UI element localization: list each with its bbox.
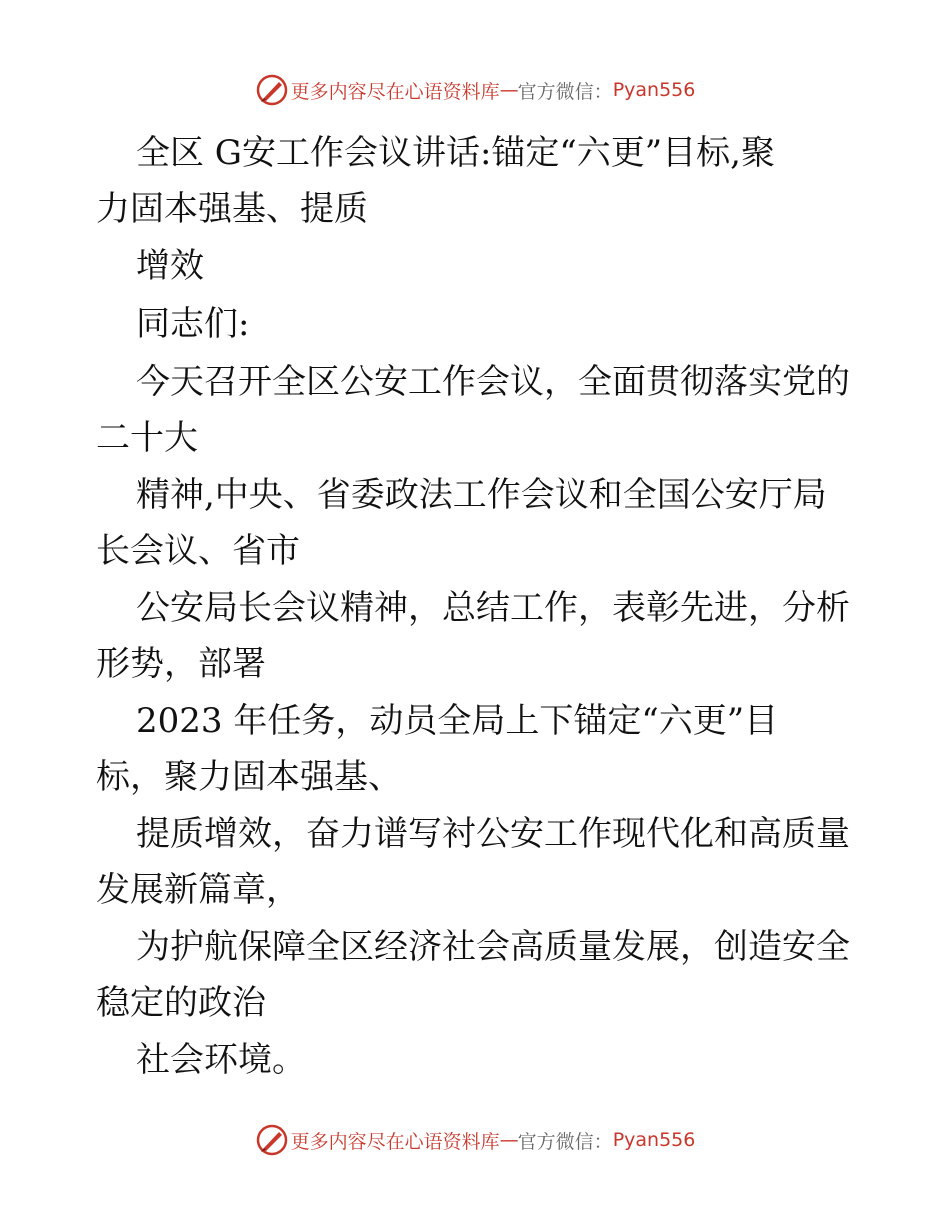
- banner-wechat-id: Pyan556: [612, 79, 696, 101]
- footer-watermark-banner: [0, 1120, 950, 1160]
- paragraph-line: 长会议、省市: [96, 531, 300, 571]
- salutation: 同志们:: [136, 304, 250, 344]
- paragraph-line: 公安局长会议精神，总结工作，表彰先进，分析: [136, 588, 850, 628]
- banner-text: 更多内容尽在心语资料库: [290, 1130, 500, 1153]
- header-watermark-banner: [0, 70, 950, 110]
- banner-text: 更多内容尽在心语资料库: [290, 80, 500, 103]
- banner-separator: —: [499, 1129, 518, 1151]
- document-body: [96, 124, 856, 1089]
- paragraph-line: 稳定的政治: [96, 983, 266, 1023]
- paragraph-line: 二十大: [96, 418, 198, 458]
- paragraph-line: 发展新篇章，: [96, 870, 300, 910]
- document-title-line-3: 增效: [136, 246, 204, 286]
- quill-pen-logo-icon: [255, 73, 289, 107]
- banner-official-label: 官方微信：: [517, 1130, 613, 1153]
- document-title-line-1: 全区 G安工作会议讲话:锚定“六更”目标,聚: [136, 133, 775, 173]
- paragraph-line: 社会环境。: [136, 1040, 306, 1080]
- document-title-line-2: 力固本强基、提质: [96, 189, 368, 229]
- paragraph-line: 提质增效，奋力谱写衬公安工作现代化和高质量: [136, 814, 850, 854]
- paragraph-line: 今天召开全区公安工作会议，全面贯彻落实党的: [136, 362, 850, 402]
- banner-separator: —: [499, 79, 518, 101]
- quill-pen-logo-icon: [255, 1123, 289, 1157]
- paragraph-line: 2023 年任务，动员全局上下锚定“六更”目: [136, 701, 779, 741]
- paragraph-line: 为护航保障全区经济社会高质量发展，创造安全: [136, 927, 850, 967]
- paragraph-line: 标，聚力固本强基、: [96, 757, 402, 797]
- paragraph-line: 精神,中央、省委政法工作会议和全国公安厅局: [136, 475, 827, 515]
- banner-wechat-id: Pyan556: [612, 1129, 696, 1151]
- banner-official-label: 官方微信：: [517, 80, 613, 103]
- paragraph-line: 形势，部署: [96, 644, 266, 684]
